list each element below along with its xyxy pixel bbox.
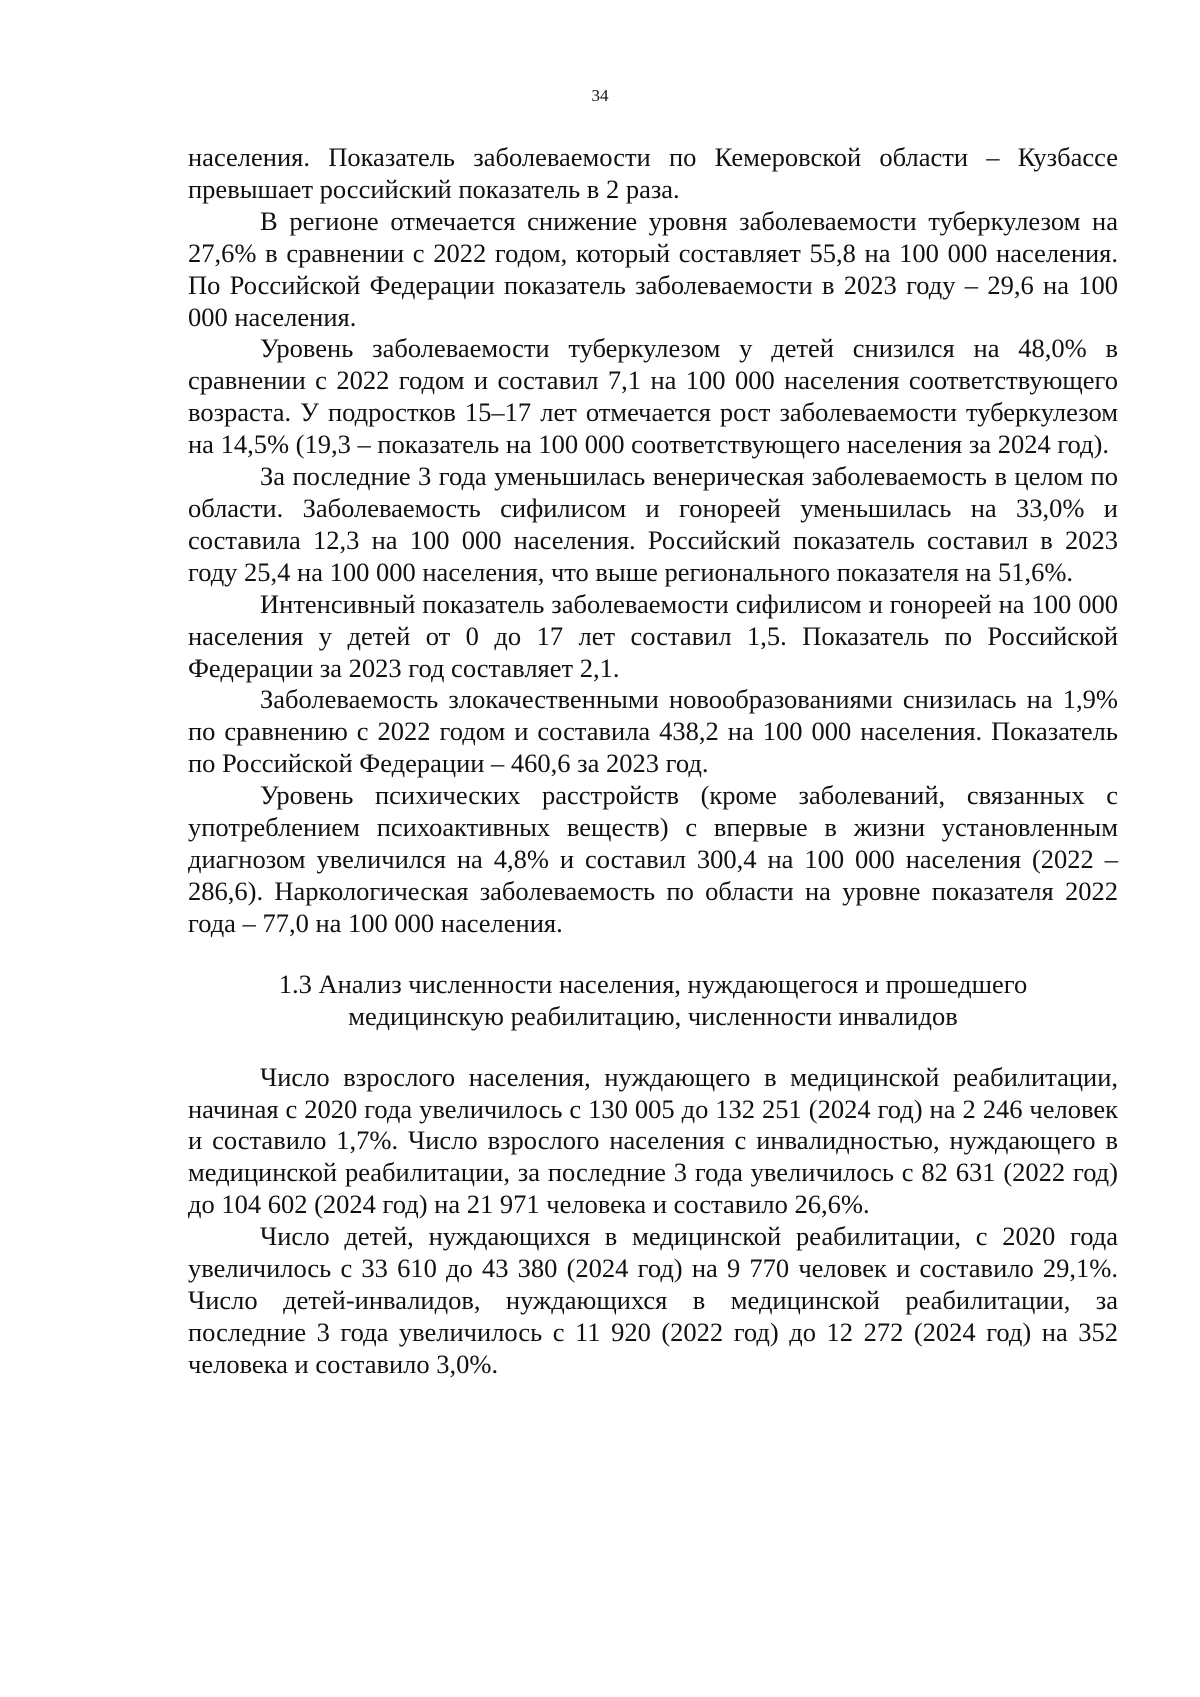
paragraph: В регионе отмечается снижение уровня заболеваемости туберкулезом на 27,6% в сравнении с 2022 годом, который составляет 55,8 на 100 000 населения. По Российской Федерации показатель заболеваемости в 2023 году – 29,6 на 100 000 населения.	[188, 205, 1118, 332]
section-heading	[188, 968, 1118, 1032]
section-heading-line: медицинскую реабилитацию, численности инвалидов	[348, 1000, 958, 1031]
document-body	[188, 142, 1118, 1381]
paragraph: Число детей, нуждающихся в медицинской реабилитации, с 2020 года увеличилось с 33 610 до 43 380 (2024 год) на 9 770 человек и составило 29,1%. Число детей-инвалидов, нуждающихся в медицинской реабилитации, за последние 3 года увеличилось с 11 920 (2022 год) до 12 272 (2024 год) на 352 человека и составило 3,0%.	[188, 1221, 1118, 1379]
paragraph: Число взрослого населения, нуждающего в медицинской реабилитации, начиная с 2020 года увеличилось с 130 005 до 132 251 (2024 год) на 2 246 человек и составило 1,7%. Число взрослого населения с инвалидностью, нуждающего в медицинской реабилитации, за последние 3 года увеличилось с 82 631 (2022 год) до 104 602 (2024 год) на 21 971 человека и составило 26,6%.	[188, 1061, 1118, 1220]
paragraph: населения. Показатель заболеваемости по Кемеровской области – Кузбассе превышает российский показатель в 2 раза.	[188, 142, 1118, 204]
paragraph: Уровень психических расстройств (кроме заболеваний, связанных с употреблением психоактивных веществ) с впервые в жизни установленным диагнозом увеличился на 4,8% и составил 300,4 на 100 000 населения (2022 – 286,6). Наркологическая заболеваемость по области на уровне показателя 2022 года – 77,0 на 100 000 населения.	[188, 780, 1118, 938]
paragraph: Интенсивный показатель заболеваемости сифилисом и гонореей на 100 000 населения у детей от 0 до 17 лет составил 1,5. Показатель по Российской Федерации за 2023 год составляет 2,1.	[188, 588, 1118, 683]
page-number: 34	[591, 86, 609, 105]
paragraph: За последние 3 года уменьшилась венерическая заболеваемость в целом по области. Заболеваемость сифилисом и гонореей уменьшилась на 33,0% и составила 12,3 на 100 000 населения. Российский показатель составил в 2023 году 25,4 на 100 000 населения, что выше регионального показателя на 51,6%.	[188, 461, 1118, 587]
paragraph: Уровень заболеваемости туберкулезом у детей снизился на 48,0% в сравнении с 2022 годом и составил 7,1 на 100 000 населения соответствующего возраста. У подростков 15–17 лет отмечается рост заболеваемости туберкулезом на 14,5% (19,3 – показатель на 100 000 соответствующего населения за 2024 год).	[188, 333, 1118, 460]
section-heading-line: 1.3 Анализ численности населения, нуждающегося и прошедшего	[278, 968, 1028, 999]
paragraph: Заболеваемость злокачественными новообразованиями снизилась на 1,9% по сравнению с 2022 годом и составила 438,2 на 100 000 населения. Показатель по Российской Федерации – 460,6 за 2023 год.	[188, 684, 1118, 779]
